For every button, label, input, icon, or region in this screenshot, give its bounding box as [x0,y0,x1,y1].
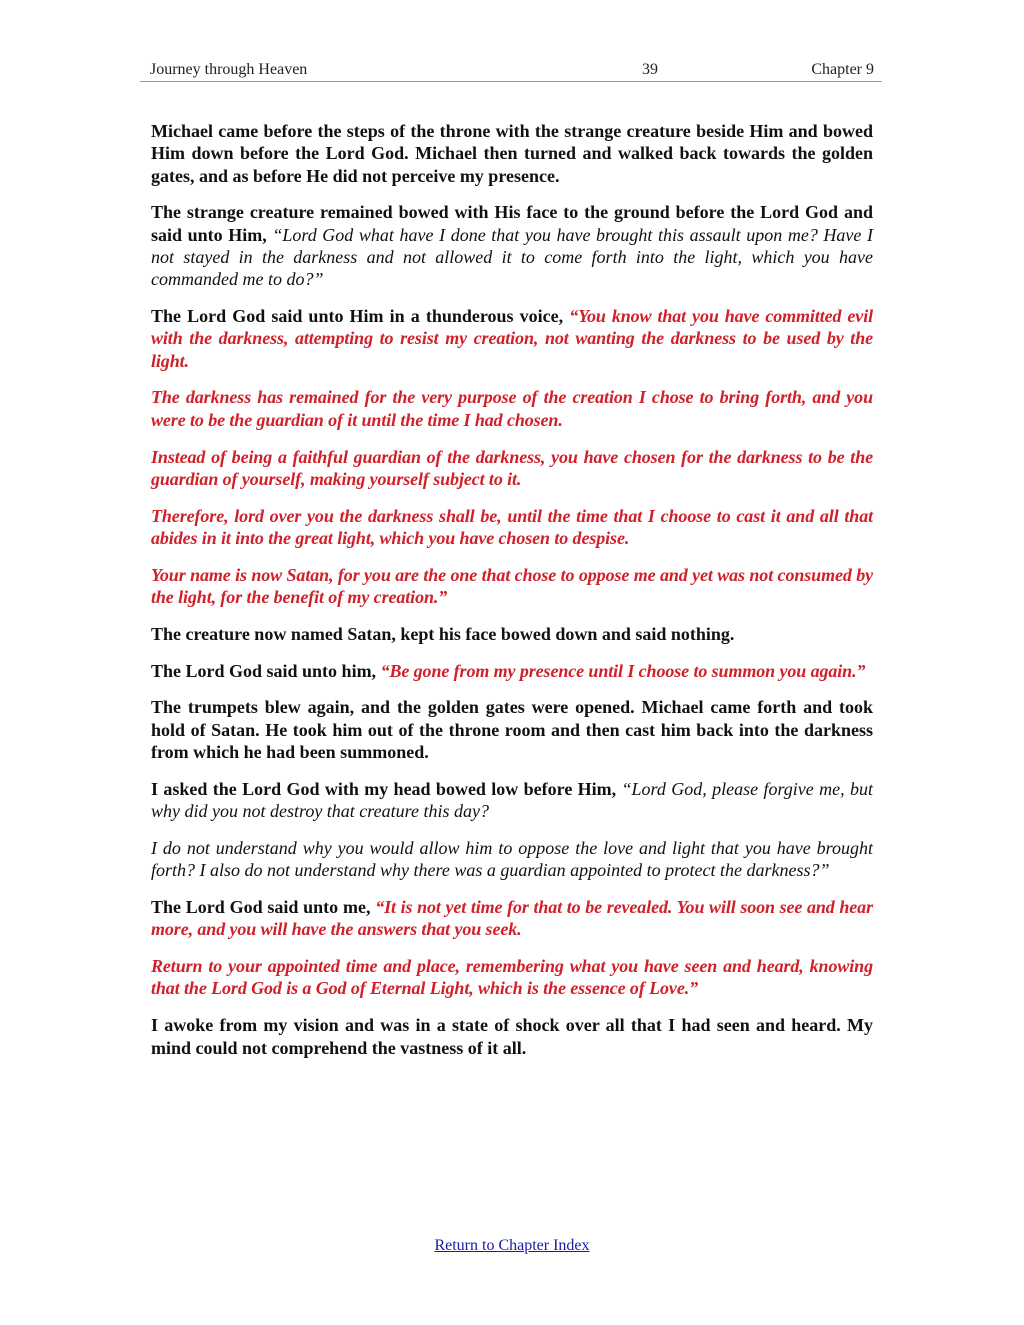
narration-text: The Lord God said unto me, [151,897,376,918]
lord-god-speech: “Be gone from my presence until I choose to summon you again.” [380,660,866,681]
lord-god-speech: The darkness has remained for the very purpose of the creation I chose to bring forth, and you were to be the guardian of it until the time I had chosen. [151,387,873,430]
paragraph [151,955,873,1000]
paragraph [151,564,873,609]
paragraph [151,305,873,372]
narration-text: The Lord God said unto Him in a thunderous voice, [151,306,570,327]
page-number: 39 [642,61,658,78]
creature-speech: “Lord God what have I done that you have brought this assault upon me? Have I not stayed in the darkness and not allowed it to come forth into the light, which you have commanded me to do?” [151,224,873,290]
paragraph [151,696,873,763]
paragraph [151,837,873,882]
paragraph [151,896,873,941]
paragraph [151,660,873,682]
footer [0,1237,1024,1255]
return-to-chapter-index-link[interactable]: Return to Chapter Index [434,1237,590,1254]
narration-text: Michael came before the steps of the throne with the strange creature beside Him and bowed Him down before the Lord God. Michael then turned and walked back towards the golden gates, and as before He did not perceive my presence. [151,121,873,186]
narration-text: The trumpets blew again, and the golden gates were opened. Michael came forth and took hold of Satan. He took him out of the throne room and then cast him back into the darkness from which he had been summoned. [151,697,873,763]
lord-god-speech: Instead of being a faithful guardian of the darkness, you have chosen for the darkness to be the guardian of yourself, making yourself subject to it. [151,446,873,489]
paragraph [151,201,873,290]
lord-god-speech: Your name is now Satan, for you are the one that chose to oppose me and yet was not consumed by the light, for the benefit of my creation.” [151,564,873,608]
running-header [140,60,882,82]
paragraph [151,446,873,491]
narration-text: I awoke from my vision and was in a state of shock over all that I had seen and heard. My mind could not comprehend the vastness of it all. [151,1015,873,1058]
lord-god-speech: Therefore, lord over you the darkness shall be, until the time that I choose to cast it and all that abides in it into the great light, which you have chosen to despise. [151,505,873,548]
chapter-label: Chapter 9 [811,61,874,78]
narrator-speech: I do not understand why you would allow him to oppose the love and light that you have brought forth? I also do not understand why there was a guardian appointed to protect the darkness?” [151,837,873,881]
book-title: Journey through Heaven [150,61,308,78]
paragraph [151,505,873,550]
narration-text: The Lord God said unto him, [151,660,381,681]
narration-text: The strange creature remained bowed with His face to the ground before the Lord God and said unto Him, [151,202,873,245]
paragraph [151,778,873,823]
paragraph [151,120,873,187]
paragraph [151,386,873,431]
lord-god-speech: “You know that you have committed evil with the darkness, attempting to resist my creation, not wanting the darkness to be used by the light. [151,306,873,371]
lord-god-speech: Return to your appointed time and place, remembering what you have seen and heard, knowing that the Lord God is a God of Eternal Light, which is the essence of Love.” [151,956,873,999]
narrator-speech: “Lord God, please forgive me, but why did you not destroy that creature this day? [151,778,873,822]
page-body [151,120,873,1073]
lord-god-speech: “It is not yet time for that to be revealed. You will soon see and hear more, and you will have the answers that you seek. [151,897,873,940]
paragraph [151,1014,873,1059]
narration-text: The creature now named Satan, kept his face bowed down and said nothing. [151,623,735,644]
narration-text: I asked the Lord God with my head bowed low before Him, [151,778,622,799]
paragraph [151,623,873,645]
